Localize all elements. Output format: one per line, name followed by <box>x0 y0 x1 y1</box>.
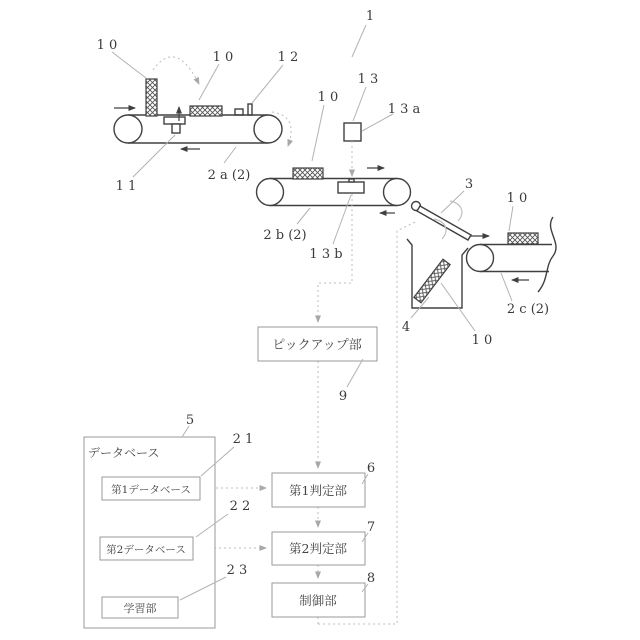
leader-line <box>333 195 351 244</box>
database-block-label: データベース <box>88 446 160 460</box>
ref-item-c: 1 0 <box>506 191 528 206</box>
conveyor-a <box>114 57 291 149</box>
ref-judgement2: 7 <box>366 520 376 535</box>
conveyor-b <box>257 123 411 322</box>
leader-line <box>112 52 146 78</box>
leader-line <box>199 64 219 100</box>
tumble-motion-mark <box>450 201 462 221</box>
ref-belt-sensor: 1 3 b <box>309 247 343 262</box>
ref-conveyor-b: 2 b (2) <box>263 228 307 243</box>
leader-line <box>252 65 283 103</box>
ref-item-in-box: 1 0 <box>471 333 493 348</box>
detector-flag <box>248 104 252 115</box>
roller-c-left <box>467 245 494 272</box>
leader-line <box>441 283 475 331</box>
block-diagram <box>84 327 377 628</box>
leader-line <box>312 105 324 161</box>
break-line <box>538 217 556 292</box>
leader-line <box>297 208 310 224</box>
tumble-arc-on-belt-a <box>153 57 199 84</box>
ref-judgement1: 6 <box>366 461 376 476</box>
leader-line <box>441 191 464 213</box>
ref-pickup: 9 <box>338 389 348 404</box>
ref-chute: 3 <box>464 177 474 192</box>
ref-conveyor-c: 2 c (2) <box>506 302 550 317</box>
roller-a-right <box>254 115 282 143</box>
detector-body <box>235 109 243 115</box>
leader-line <box>509 206 513 231</box>
conveyor-c <box>467 217 556 292</box>
database1-block-label: 第1データベース <box>111 484 191 496</box>
item-in-box-rect <box>414 259 450 303</box>
ref-tilting-device: 1 1 <box>115 179 137 194</box>
leader-line <box>352 25 366 57</box>
roller-b-right <box>384 179 411 206</box>
ref-detector: 1 2 <box>277 50 299 65</box>
control-block-label: 制御部 <box>299 593 337 608</box>
ref-control: 8 <box>366 571 376 586</box>
belt-sensor-tab <box>349 179 354 182</box>
item-on-b <box>293 168 323 179</box>
judgement1-block-label: 第1判定部 <box>289 483 347 498</box>
pickup-block-label: ピックアップ部 <box>272 338 362 353</box>
leader-line <box>347 359 363 387</box>
ref-database: 5 <box>185 413 195 428</box>
ref-inspection-unit: 1 3 <box>357 72 379 87</box>
database2-block-label: 第2データベース <box>106 544 186 556</box>
leader-line <box>133 135 175 177</box>
camera-13a <box>344 123 361 141</box>
learning-block-label: 学習部 <box>123 602 157 615</box>
roller-b-left <box>257 179 284 206</box>
tilting-device-stem <box>172 124 180 133</box>
ref-system: 1 <box>365 9 375 24</box>
tilting-device-plate <box>164 117 185 124</box>
chute <box>412 201 472 240</box>
judgement2-block-label: 第2判定部 <box>289 541 347 556</box>
collection-box <box>407 239 468 308</box>
ref-learning: 2 3 <box>226 563 248 578</box>
leader-line <box>353 87 366 121</box>
ref-collection-box: 4 <box>401 320 411 335</box>
ref-database1: 2 1 <box>232 432 254 447</box>
leader-line <box>224 147 236 163</box>
ref-item-b: 1 0 <box>317 90 339 105</box>
belt-sensor-13b <box>338 182 364 193</box>
ref-database2: 2 2 <box>229 499 251 514</box>
roller-a-left <box>114 115 142 143</box>
chute-plate <box>417 206 471 240</box>
item-in-box <box>414 259 450 303</box>
ref-conveyor-a: 2 a (2) <box>207 168 251 183</box>
item-on-c <box>508 233 538 244</box>
ref-item-flat: 1 0 <box>212 50 234 65</box>
item-flat <box>190 106 222 116</box>
item-upright <box>146 79 157 116</box>
ref-item-upright: 1 0 <box>96 38 118 53</box>
leader-line <box>501 273 512 301</box>
ref-camera: 1 3 a <box>387 102 421 117</box>
